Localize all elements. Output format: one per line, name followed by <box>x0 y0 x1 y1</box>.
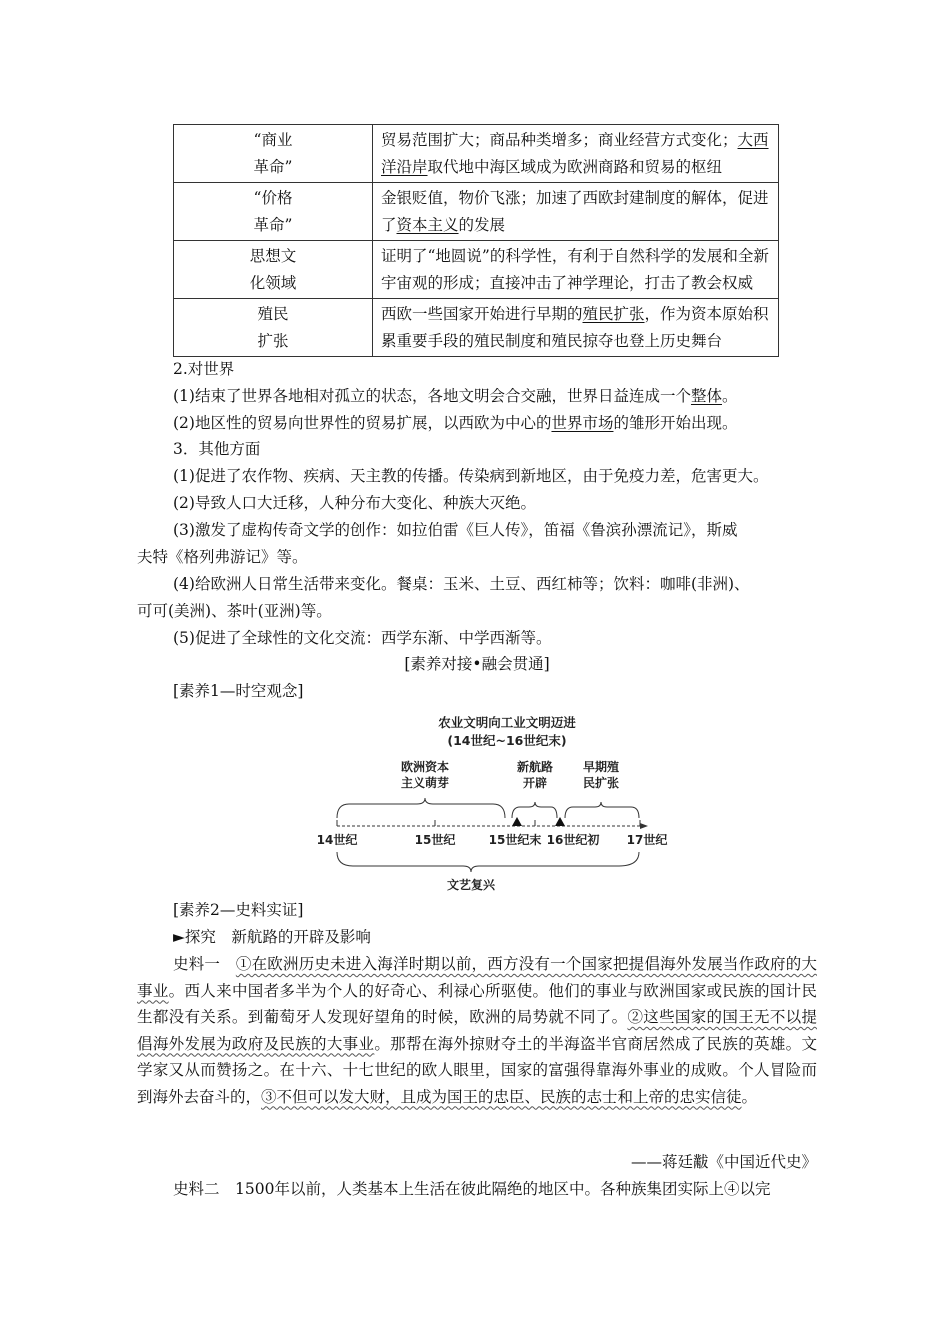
upper-brace-3 <box>565 802 639 818</box>
explore-heading: ►探究 新航路的开辟及影响 <box>173 928 371 946</box>
section-3-item-5: (5)促进了全球性的文化交流：西学东渐、中学西渐等。 <box>173 629 552 647</box>
bracket-label-1b: 主义萌芽 <box>400 776 450 790</box>
triangle-marker-2 <box>555 817 565 826</box>
tick-label-15th: 15世纪 <box>414 833 456 847</box>
section-3-item-4a: (4)给欧洲人日常生活带来变化。餐桌：玉米、土豆、西红柿等；饮料：咖啡(非洲)、 <box>173 575 750 593</box>
triangle-marker-1 <box>512 817 522 826</box>
row-key: “价格 革命” <box>174 183 373 241</box>
row-value: 证明了“地圆说”的科学性，有利于自然科学的发展和全新宇宙观的形成；直接冲击了神学理论，打击了教会权威 <box>373 241 779 299</box>
row-key: 思想文 化领域 <box>174 241 373 299</box>
timeline-subtitle: (14世纪~16世纪末) <box>447 733 567 748</box>
table-row <box>174 299 779 357</box>
section-2-item-1: (1)结束了世界各地相对孤立的状态，各地文明会合交融，世界日益连成一个整体。 <box>173 387 738 405</box>
timeline-title: 农业文明向工业文明迈进 <box>438 715 576 730</box>
section-3-item-1: (1)促进了农作物、疾病、天主教的传播。传染病到新地区，由于免疫力差，危害更大。 <box>173 467 769 485</box>
bracket-label-2a: 新航路 <box>516 760 554 774</box>
table-row <box>174 125 779 183</box>
tick-label-17th: 17世纪 <box>626 833 668 847</box>
section-3-item-3a: (3)激发了虚构传奇文学的创作：如拉伯雷《巨人传》，笛福《鲁滨孙漂流记》，斯威 <box>173 521 738 539</box>
table-row <box>174 241 779 299</box>
section-3-item-2: (2)导致人口大迁移，人种分布大变化、种族大灭绝。 <box>173 494 536 512</box>
bracket-label-2b: 开辟 <box>522 776 548 790</box>
lower-brace <box>337 852 639 872</box>
upper-brace-2 <box>512 802 557 818</box>
row-value: 贸易范围扩大；商品种类增多；商业经营方式变化；大西洋沿岸取代地中海区域成为欧洲商路和贸易的枢纽 <box>373 125 779 183</box>
literacy-2-title: [素养2—史料实证] <box>173 901 304 919</box>
timeline-diagram <box>307 714 707 896</box>
row-key: 殖民 扩张 <box>174 299 373 357</box>
axis-arrow <box>640 823 648 829</box>
bracket-label-3a: 早期殖 <box>582 760 620 774</box>
source-1-paragraph: 史料一 ①在欧洲历史未进入海洋时期以前，西方没有一个国家把提倡海外发展当作政府的大事业。西人来中国者多半为个人的好奇心、利禄心所驱使。他们的事业与欧洲国家或民族的国计民生都没有关系。到葡萄牙人发现好望角的时候，欧洲的局势就不同了。②这些国家的国王无不以提倡海外发展为政府及民族的大事业。那帮在海外掠财夺土的半海盗半官商居然成了民族的英雄。文学家又从而赞扬之。在十六、十七世纪的欧人眼里，国家的富强得靠海外事业的成败。个人冒险而到海外去奋斗的，③不但可以发大财，且成为国王的忠臣、民族的志士和上帝的忠实信徒。 <box>137 955 817 1106</box>
source-1-citation: ——蒋廷黻《中国近代史》 <box>630 1153 817 1171</box>
section-3-item-3b: 夫特《格列弗游记》等。 <box>137 548 308 566</box>
section-2-title: 2.对世界 <box>173 360 235 378</box>
section-banner: [素养对接•融会贯通] <box>404 655 550 673</box>
row-key: “商业 革命” <box>174 125 373 183</box>
bottom-label: 文艺复兴 <box>446 878 496 892</box>
literacy-1-title: [素养1—时空观念] <box>173 682 304 700</box>
impact-table <box>173 124 779 357</box>
section-2-item-2: (2)地区性的贸易向世界性的贸易扩展，以西欧为中心的世界市场的雏形开始出现。 <box>173 414 738 432</box>
row-value: 西欧一些国家开始进行早期的殖民扩张，作为资本原始积累重要手段的殖民制度和殖民掠夺也登上历史舞台 <box>373 299 779 357</box>
tick-label-16th-start: 16世纪初 <box>546 833 600 847</box>
tick-label-15th-end: 15世纪末 <box>488 833 542 847</box>
section-3-item-4b: 可可(美洲)、茶叶(亚洲)等。 <box>137 602 332 620</box>
section-3-title: 3．其他方面 <box>173 440 261 458</box>
row-value: 金银贬值，物价飞涨；加速了西欧封建制度的解体，促进了资本主义的发展 <box>373 183 779 241</box>
bracket-label-1a: 欧洲资本 <box>400 760 450 774</box>
bracket-label-3b: 民扩张 <box>582 776 620 790</box>
upper-brace-1 <box>337 798 505 818</box>
source-2-line: 史料二 1500年以前，人类基本上生活在彼此隔绝的地区中。各种族集团实际上④以完 <box>173 1180 771 1198</box>
table-row <box>174 183 779 241</box>
tick-label-14th: 14世纪 <box>316 833 358 847</box>
